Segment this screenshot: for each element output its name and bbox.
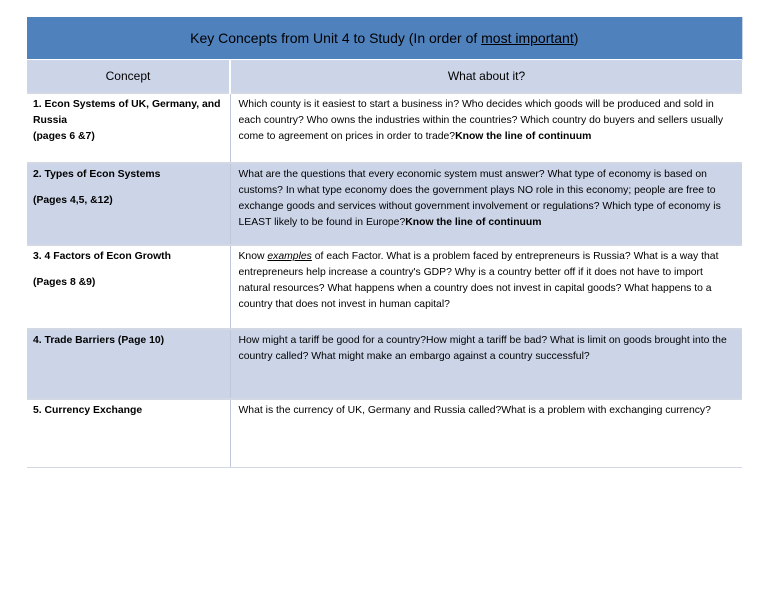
study-table [27, 17, 743, 468]
details-text: What is the currency of UK, Germany and Russia called?What is a problem with exchanging currency? [238, 405, 711, 416]
details-text: of each Factor. What is a problem faced by entrepreneurs is Russia? What is a way that entrepreneurs help increase a country's GDP? Why is a country better off if it does not have to import natural resources? What happens when a country does not invest in capital goods? What happens to a country that does not invest in human capital? [238, 251, 719, 310]
table-row [27, 329, 742, 399]
details-cell [230, 245, 742, 329]
details-cell [230, 93, 742, 163]
concept-cell [27, 245, 230, 329]
column-header-concept: Concept [27, 60, 230, 94]
details-bold-text: Know the line of continuum [455, 131, 592, 142]
title-emphasis: most important [481, 30, 574, 46]
concept-pages: (pages 6 &7) [33, 131, 95, 142]
concept-title: 3. 4 Factors of Econ Growth [33, 251, 171, 262]
table-row [27, 399, 742, 467]
concept-cell [27, 399, 230, 467]
column-header-details: What about it? [230, 60, 742, 94]
details-italic-text: examples [267, 251, 312, 262]
concept-pages: (Pages 8 &9) [33, 277, 96, 288]
details-cell [230, 399, 742, 467]
concept-title: 5. Currency Exchange [33, 405, 143, 416]
concept-cell [27, 329, 230, 399]
title-suffix: ) [573, 30, 579, 46]
details-text: What are the questions that every economic system must answer? What type of economy is based on customs? In what type economy does the government plays NO role in this economy; people are free to exchange goods and services without government involvement or regulations? Which type of economy is LEAST likely to be found in Europe? [238, 169, 721, 228]
table-title [27, 17, 742, 60]
concept-cell [27, 93, 230, 163]
concept-title: 4. Trade Barriers (Page 10) [33, 335, 165, 346]
concept-title: 1. Econ Systems of UK, Germany, and Russia [33, 99, 221, 126]
details-cell [230, 163, 742, 245]
details-cell [230, 329, 742, 399]
concept-pages: (Pages 4,5, &12) [33, 195, 113, 206]
table-row [27, 93, 742, 163]
details-pre-text: Know [238, 251, 268, 262]
details-text: How might a tariff be good for a country?How might a tariff be bad? What is limit on goods brought into the country called? What might make an embargo against a country successful? [238, 335, 727, 362]
concept-cell [27, 163, 230, 245]
details-bold-text: Know the line of continuum [405, 217, 542, 228]
table-row [27, 163, 742, 245]
details-text: Which county is it easiest to start a business in? Who decides which goods will be produced and sold in each country? Who owns the industries within the countries? Which country do buyers and sellers usually come to agreement on prices in order to trade? [238, 99, 724, 142]
table-row [27, 245, 742, 329]
concept-title: 2. Types of Econ Systems [33, 169, 161, 180]
title-prefix: Key Concepts from Unit 4 to Study (In order of [190, 30, 482, 46]
